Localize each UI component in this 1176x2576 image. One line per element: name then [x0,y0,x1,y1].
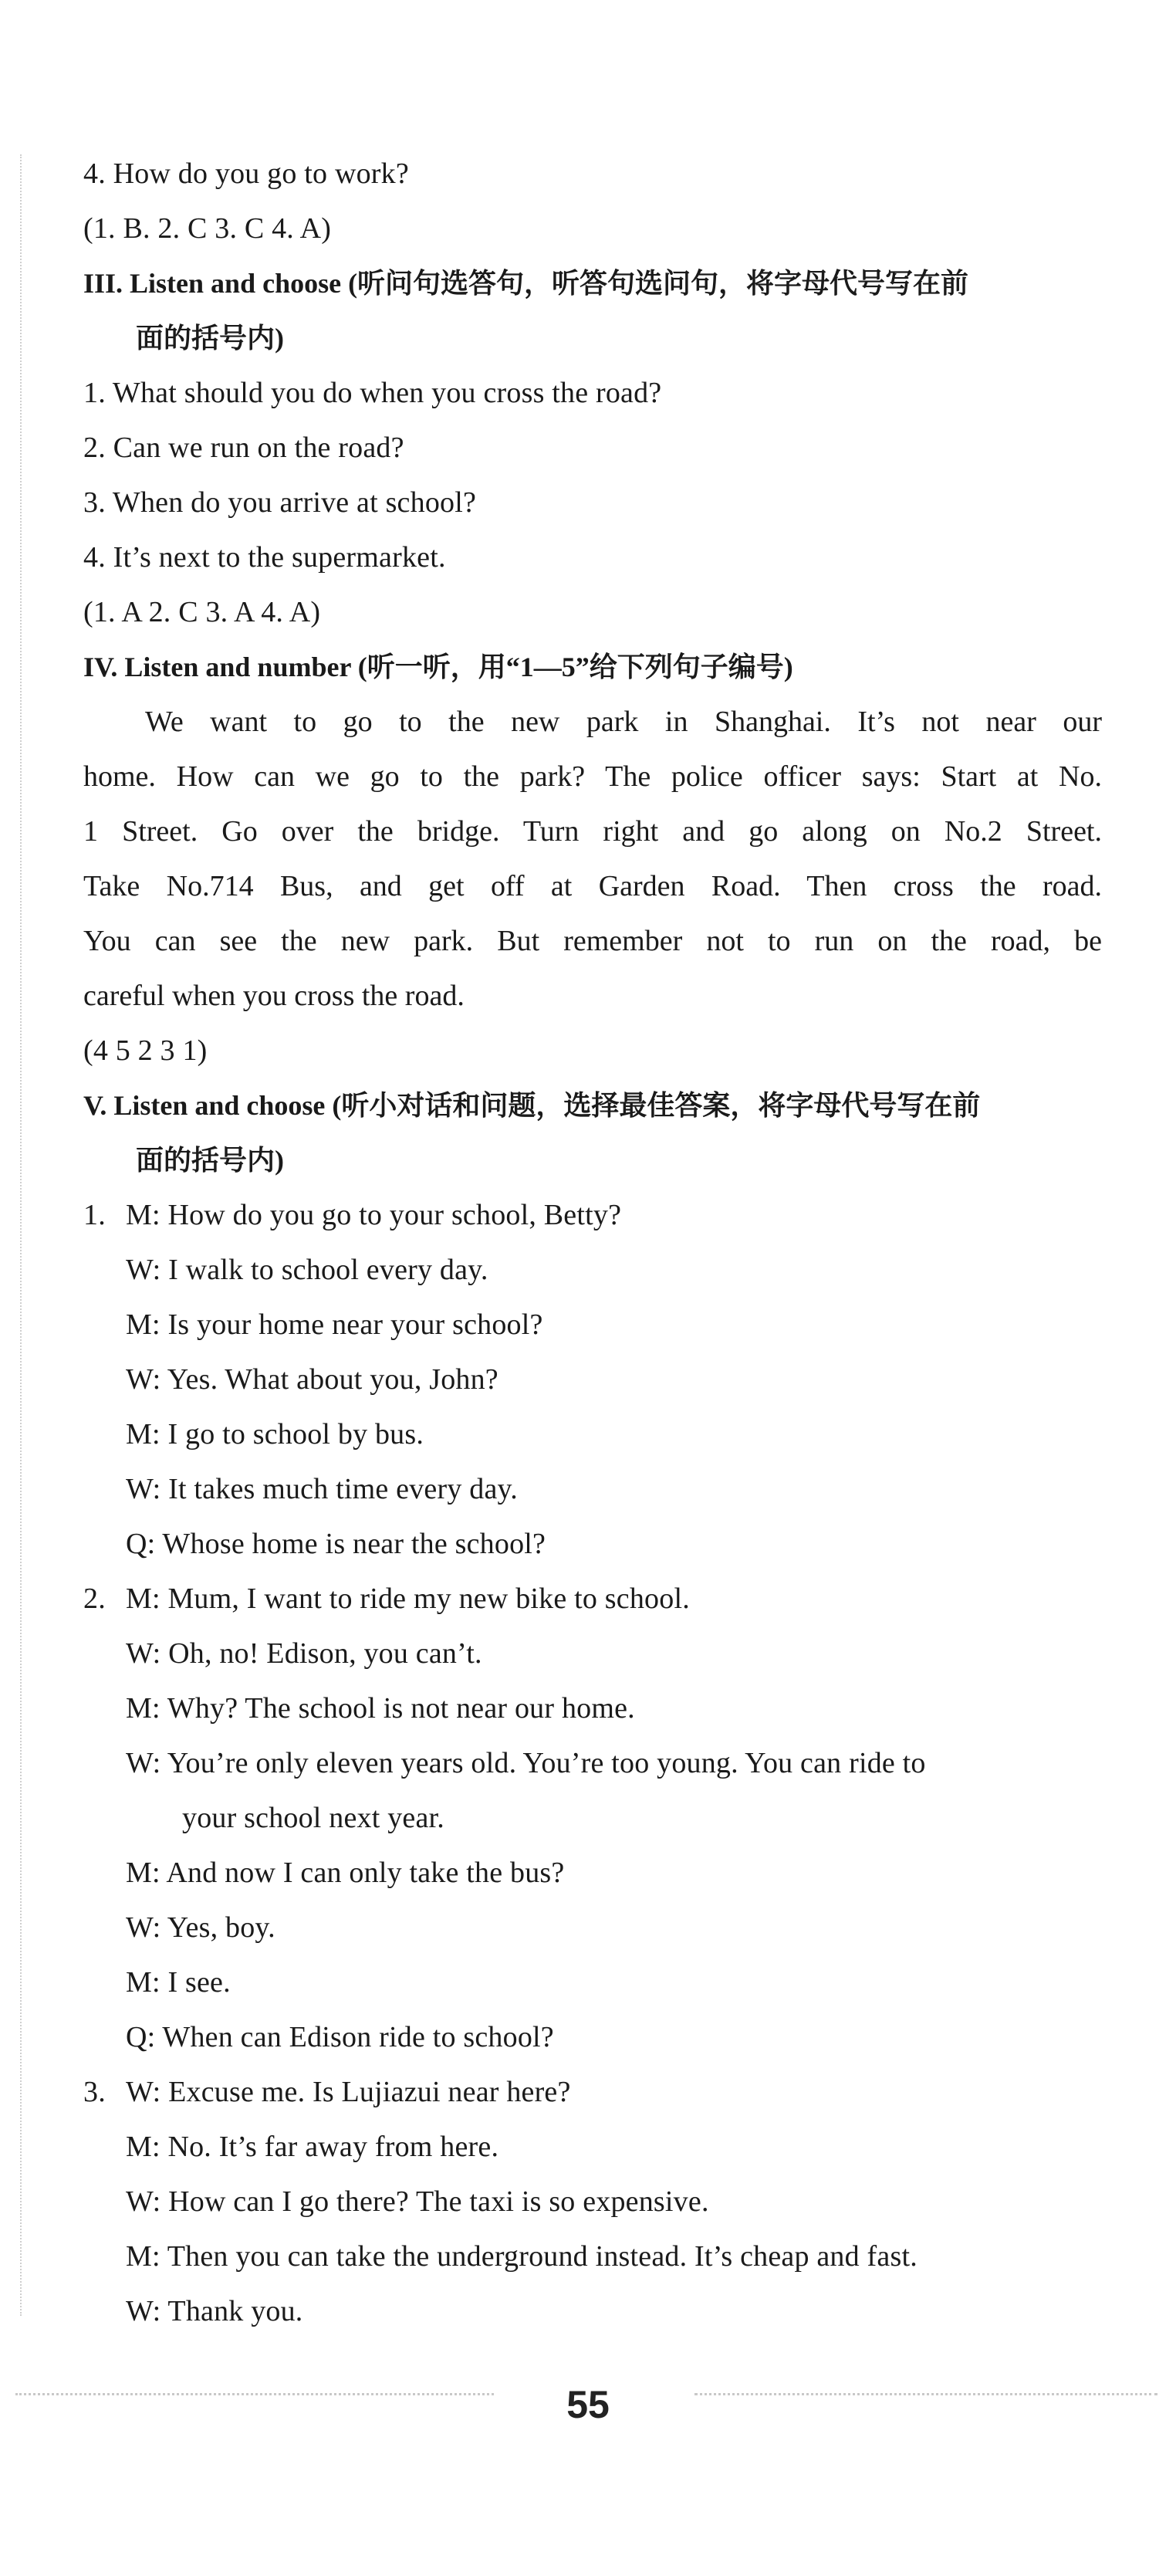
passage-line: 1 Street. Go over the bridge. Turn right and go along on No.2 Street. [83,815,1102,848]
dialogue-3-first [83,2065,1102,2120]
dialogue-number: 2. [83,1582,106,1615]
section-iv-answers: (4 5 2 3 1) [83,1034,208,1067]
dialogue-line: W: Excuse me. Is Lujiazui near here? [126,2076,571,2108]
dialogue-line: W: You’re only eleven years old. You’re too young. You can ride to [126,1747,926,1779]
dialogue-number: 1. [83,1199,106,1231]
dialogue-line: W: It takes much time every day. [126,1473,518,1505]
section-ii-answers: (1. B. 2. C 3. C 4. A) [83,212,332,245]
dialogue-line: M: Why? The school is not near our home. [126,1692,635,1725]
dialogue-line: M: I see. [126,1966,231,1999]
dialogue-question: Q: Whose home is near the school? [126,1528,546,1560]
section-iii-item: 3. When do you arrive at school? [83,486,477,519]
dialogue-line: W: Yes. What about you, John? [126,1363,498,1396]
dialogue-line: W: Yes, boy. [126,1911,275,1944]
dialogue-2-first [83,1572,1102,1627]
section-iii-item: 4. It’s next to the supermarket. [83,541,446,574]
section-iii-heading: III. Listen and choose (听问句选答句，听答句选问句，将字母代号写在前 [83,268,969,299]
dialogue-line: M: Then you can take the underground instead. It’s cheap and fast. [126,2240,917,2273]
passage-line: Take No.714 Bus, and get off at Garden Road. Then cross the road. [83,870,1102,902]
section-ii-q4: 4. How do you go to work? [83,157,409,190]
dialogue-line: M: Mum, I want to ride my new bike to school. [126,1582,690,1615]
passage-line: home. How can we go to the park? The police officer says: Start at No. [83,760,1102,793]
dialogue-line: M: I go to school by bus. [126,1418,424,1450]
dialogue-line: M: No. It’s far away from here. [126,2131,499,2163]
page-number: 55 [566,2383,610,2426]
section-iii-item: 2. Can we run on the road? [83,432,404,464]
dialogue-line: M: How do you go to your school, Betty? [126,1199,622,1231]
dialogue-1-first [83,1188,1102,1243]
dialogue-line: W: Oh, no! Edison, you can’t. [126,1637,482,1670]
section-iii-answers: (1. A 2. C 3. A 4. A) [83,596,321,628]
section-iv-heading: IV. Listen and number (听一听，用“1—5”给下列句子编号) [83,652,793,682]
dialogue-line: W: I walk to school every day. [126,1254,488,1286]
section-v-heading: V. Listen and choose (听小对话和问题，选择最佳答案，将字母代号写在前 [83,1090,981,1121]
dialogue-number: 3. [83,2076,106,2108]
dialogue-line: W: How can I go there? The taxi is so expensive. [126,2185,709,2218]
dialogue-question: Q: When can Edison ride to school? [126,2021,554,2053]
dialogue-line: M: And now I can only take the bus? [126,1857,565,1889]
dialogue-line-cont: your school next year. [182,1802,444,1834]
section-iii-heading-cont: 面的括号内) [136,323,284,354]
dialogue-line: W: Thank you. [126,2295,303,2327]
section-iii-item: 1. What should you do when you cross the road? [83,377,662,409]
dialogue-line: M: Is your home near your school? [126,1308,543,1341]
margin-rule [20,154,22,2316]
section-v-heading-cont: 面的括号内) [136,1145,284,1176]
answer-page [83,147,1102,2339]
passage-line: careful when you cross the road. [83,980,465,1012]
passage-line: You can see the new park. But remember not to run on the road, be [83,925,1102,957]
passage-line: We want to go to the new park in Shanghai. It’s not near our [145,706,1102,738]
